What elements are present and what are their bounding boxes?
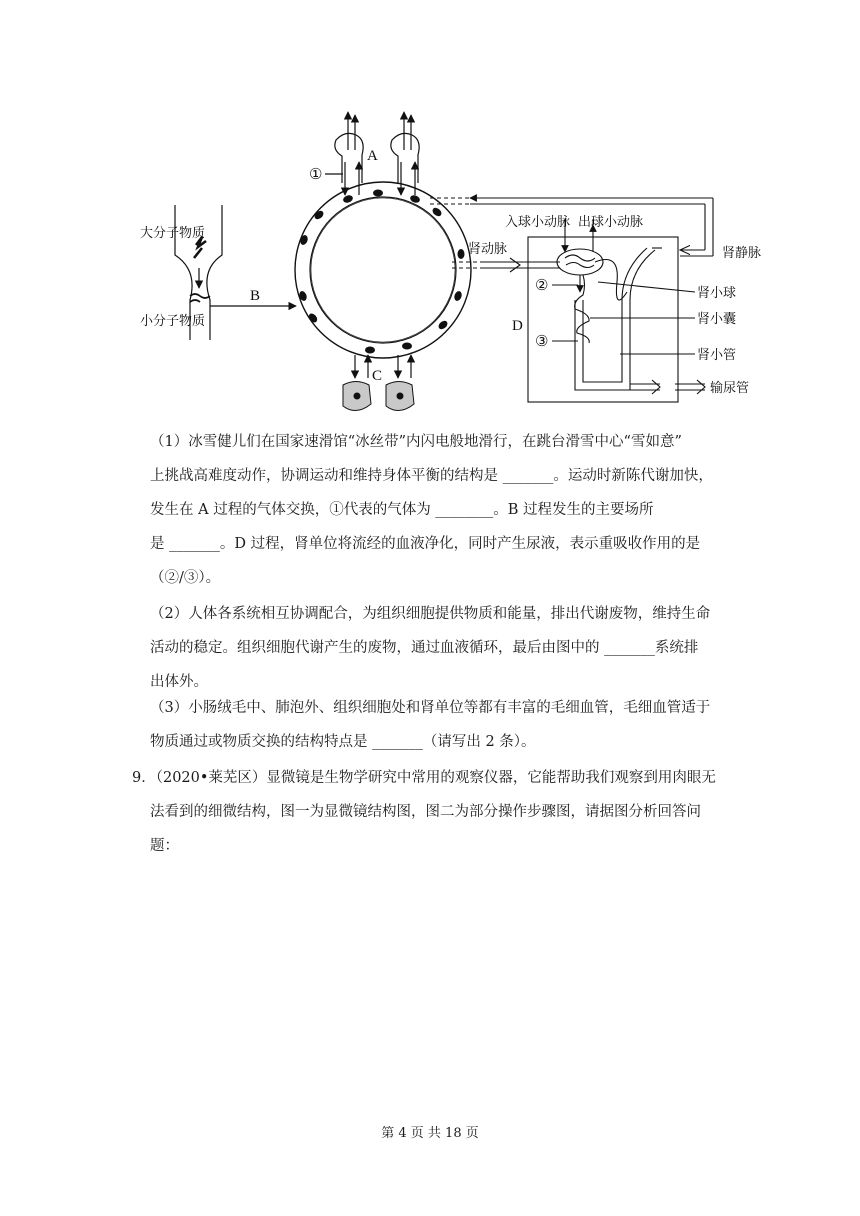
label-b: B: [250, 288, 261, 304]
q2-line-2: 活动的稳定。组织细胞代谢产生的废物，通过血液循环，最后由图中的 _______系统排: [150, 640, 699, 656]
q1-line-2: 上挑战高难度动作，协调运动和维持身体平衡的结构是 _______。运动时新陈代谢加快，: [150, 468, 713, 484]
glomerulus-label: 肾小球: [697, 286, 737, 301]
afferent-arteriole-label: 入球小动脉: [505, 215, 571, 230]
question-1: [150, 425, 735, 595]
label-circle-3: ③: [535, 334, 549, 350]
q1-line-5: （②/③）。: [150, 570, 221, 586]
q9-line-2: 法看到的细微结构，图一为显微镜结构图，图二为部分操作步骤图，请据图分析回答问: [150, 804, 701, 820]
question-2: [150, 597, 735, 699]
label-a: A: [367, 148, 378, 164]
q3-line-2: 物质通过或物质交换的结构特点是 _______（请写出 2 条）。: [150, 734, 536, 750]
ureter-label: 输尿管: [710, 381, 750, 396]
efferent-arteriole-label: 出球小动脉: [578, 215, 644, 230]
macromolecule-label: 大分子物质: [140, 226, 206, 241]
label-circle-2: ②: [535, 278, 549, 294]
q1-line-1: （1）冰雪健儿们在国家速滑馆“冰丝带”内闪电般地滑行，在跳台滑雪中心“雪如意”: [150, 434, 682, 450]
question-3: [150, 691, 735, 759]
renal-tubule-label: 肾小管: [697, 348, 737, 363]
circulation-ring: [295, 182, 471, 358]
bowmans-capsule-label: 肾小囊: [697, 312, 737, 327]
page-footer: 第 4 页 共 18 页: [381, 1126, 479, 1141]
small-molecule-label: 小分子物质: [140, 314, 206, 329]
renal-artery-label: 肾动脉: [468, 242, 508, 257]
q2-line-1: （2）人体各系统相互协调配合，为组织细胞提供物质和能量，排出代谢废物，维持生命: [150, 606, 711, 622]
q9-line-3: 题：: [150, 838, 179, 854]
circulation-diagram: [0, 0, 860, 420]
red-blood-cells: [298, 190, 464, 354]
renal-artery-in: [452, 258, 560, 272]
q1-line-4: 是 _______。D 过程，肾单位将流经的血液净化，同时产生尿液，表示重吸收作用的是: [150, 536, 701, 552]
q2-line-3: 出体外。: [150, 674, 208, 690]
label-c: C: [372, 368, 383, 384]
q9-line-1: 9．（2020•莱芜区）显微镜是生物学研究中常用的观察仪器，它能帮助我们观察到用肉眼无: [132, 770, 716, 786]
q1-line-3: 发生在 A 过程的气体交换，①代表的气体为 ________。B 过程发生的主要场所: [150, 502, 654, 518]
renal-vein-label: 肾静脉: [722, 246, 762, 261]
question-9: [132, 761, 735, 863]
q3-line-1: （3）小肠绒毛中、肺泡外、组织细胞处和肾单位等都有丰富的毛细血管，毛细血管适于: [150, 700, 711, 716]
label-circle-1: ①: [309, 167, 323, 183]
label-d: D: [512, 318, 523, 334]
